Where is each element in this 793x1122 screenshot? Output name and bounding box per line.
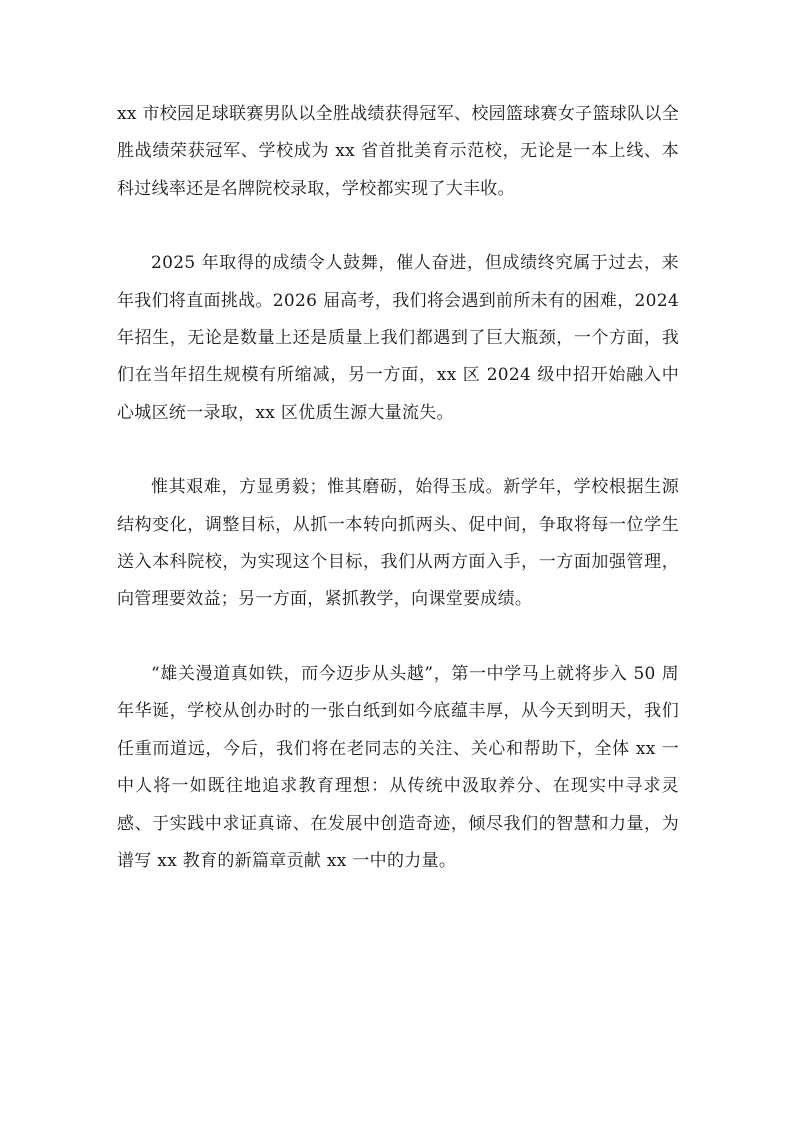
paragraph-4: “雄关漫道真如铁，而今迈步从头越”，第一中学马上就将步入 50 周年华诞，学校从创办时的一张白纸到如今底蕴丰厚，从今天到明天，我们任重而道远，今后，我们将在老同志的关注、关心和帮助下，全体 xx 一中人将一如既往地追求教育理想：从传统中汲取养分、在现实中寻求灵感、于实践中求证真谛、在发展中创造奇迹，倾尽我们的智慧和力量，为谱写 xx 教育的新篇章贡献 xx 一中的力量。 <box>117 663 679 871</box>
paragraph-3: 惟其艰难，方显勇毅；惟其磨砺，始得玉成。新学年，学校根据生源结构变化，调整目标，从抓一本转向抓两头、促中间，争取将每一位学生送入本科院校，为实现这个目标，我们从两方面入手，一方面加强管理，向管理要效益；另一方面，紧抓教学，向课堂要成绩。 <box>117 477 679 610</box>
paragraph-2: 2025 年取得的成绩令人鼓舞，催人奋进，但成绩终究属于过去，来年我们将直面挑战。2026 届高考，我们将会遇到前所未有的困难，2024 年招生，无论是数量上还是质量上我们都遇到了巨大瓶颈，一个方面，我们在当年招生规模有所缩减，另一方面，xx 区 2024 级中招开始融入中心城区统一录取，xx 区优质生源大量流失。 <box>117 253 679 423</box>
paragraph-1: xx 市校园足球联赛男队以全胜战绩获得冠军、校园篮球赛女子篮球队以全胜战绩荣获冠军、学校成为 xx 省首批美育示范校，无论是一本上线、本科过线率还是名牌院校录取，学校都实现了大丰收。 <box>117 104 679 199</box>
document-page <box>117 96 679 880</box>
